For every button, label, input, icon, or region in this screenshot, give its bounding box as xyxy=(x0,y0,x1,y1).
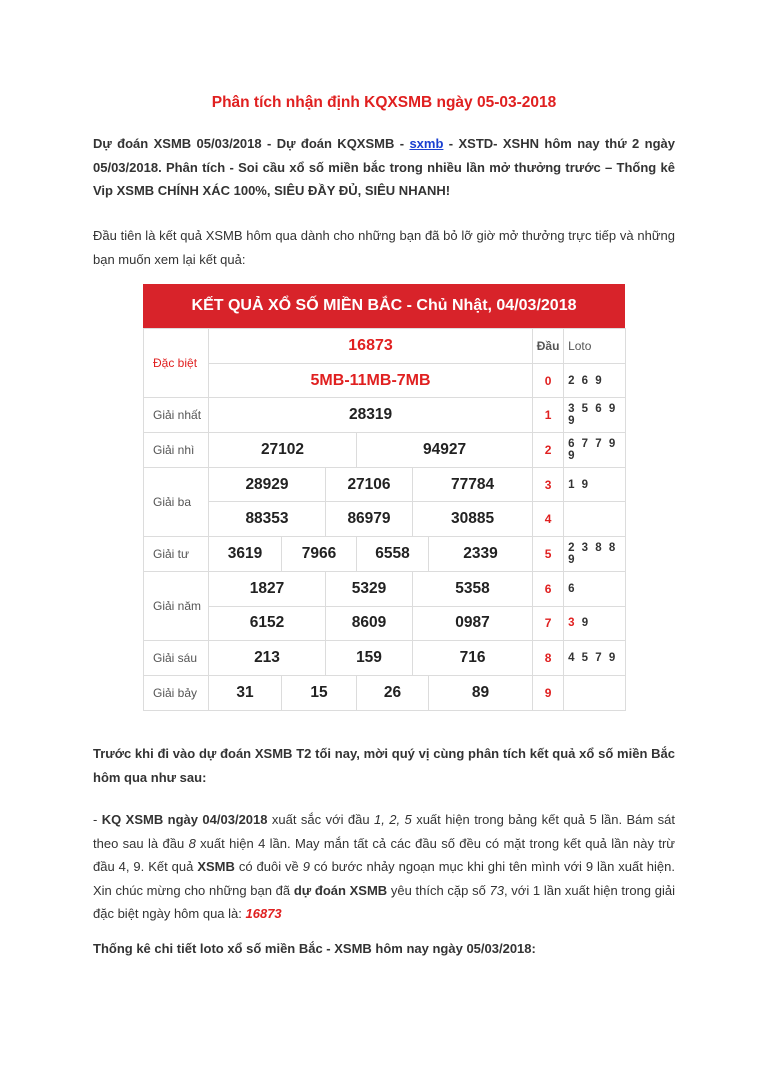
lead-paragraph: Đầu tiên là kết quả XSMB hôm qua dành cho những bạn đã bỏ lỡ giờ mở thưởng trực tiếp và những bạn muốn xem lại kết quả: xyxy=(93,228,675,267)
row-g2 xyxy=(144,433,626,468)
g4-number: 6558 xyxy=(357,537,429,572)
dau-cell: 1 xyxy=(533,398,564,433)
row-g5b xyxy=(144,606,626,641)
analysis-paragraph xyxy=(93,808,675,926)
g5-number: 5329 xyxy=(326,571,413,606)
dau-cell: 4 xyxy=(533,502,564,537)
dau-cell: 7 xyxy=(533,606,564,641)
loto-cell: 3 5 6 9 9 xyxy=(564,398,626,433)
analysis-i2: 8 xyxy=(188,835,196,851)
row-g6 xyxy=(144,641,626,676)
analysis-d: xuất hiện trong bảng kết quả 5 lần. Bám sát theo sau là đầu xyxy=(93,812,675,851)
analysis-c: xuất sắc với đầu xyxy=(267,812,375,827)
g5-number: 1827 xyxy=(209,571,326,606)
dau-cell: 2 xyxy=(533,433,564,468)
row-g5a xyxy=(144,571,626,606)
g4-number: 3619 xyxy=(209,537,282,572)
g3-number: 30885 xyxy=(413,502,533,537)
label-g3: Giải ba xyxy=(144,467,209,536)
analysis-f: có đuôi về xyxy=(234,859,303,874)
dau-cell: 3 xyxy=(533,467,564,502)
analysis-i4: 73 xyxy=(489,882,504,898)
analysis-h: yêu thích cặp số xyxy=(387,882,490,898)
loto-cell: 4 5 7 9 xyxy=(564,641,626,676)
row-g1 xyxy=(144,398,626,433)
loto-cell: 1 9 xyxy=(564,467,626,502)
g3-number: 28929 xyxy=(209,467,326,502)
analysis-e: xuất hiện 4 lần. May mắn tất cả các đầu số đều có mặt trong kết quả lần này trừ đầu 4, 9. Kết quả xyxy=(93,835,675,874)
analysis-k: , với 1 lần xuất hiện trong giải đặc biệt ngày hôm qua là: xyxy=(93,882,675,921)
g5-number: 6152 xyxy=(209,606,326,641)
dau-cell: 8 xyxy=(533,641,564,676)
dau-cell: 0 xyxy=(533,363,564,398)
dau-cell: 6 xyxy=(533,571,564,606)
label-g1: Giải nhất xyxy=(144,398,209,433)
row-g3a xyxy=(144,467,626,502)
row-db-code xyxy=(144,363,626,398)
intro-paragraph xyxy=(93,132,675,203)
loto-cell xyxy=(564,606,626,641)
g7-number: 26 xyxy=(357,675,429,710)
result-grid xyxy=(143,328,626,711)
g3-number: 88353 xyxy=(209,502,326,537)
analysis-i3: 9 xyxy=(302,859,310,874)
g1-number: 28319 xyxy=(209,398,533,433)
intro-text-a: Dự đoán XSMB 05/03/2018 - Dự đoán KQXSMB - xyxy=(93,136,410,151)
g5-number: 0987 xyxy=(413,606,533,641)
g6-number: 159 xyxy=(326,641,413,676)
special-prize-highlight: 16873 xyxy=(245,906,282,921)
g7-number: 31 xyxy=(209,675,282,710)
db-number: 16873 xyxy=(209,329,533,364)
label-g4: Giải tư xyxy=(144,537,209,572)
analysis-heading: Trước khi đi vào dự đoán XSMB T2 tối nay, mời quý vị cùng phân tích kết quả xổ số miền Bắc hôm qua như sau: xyxy=(93,746,675,785)
loto-cell xyxy=(564,675,626,710)
g7-number: 15 xyxy=(282,675,357,710)
analysis-g: có bước nhảy ngoạn mục khi ghi tên mình với 9 lần xuất hiện. Xin chúc mừng cho những bạn đã xyxy=(93,859,675,898)
g3-number: 86979 xyxy=(326,502,413,537)
loto-cell: 6 xyxy=(564,571,626,606)
g4-number: 7966 xyxy=(282,537,357,572)
label-db: Đặc biệt xyxy=(144,329,209,398)
g5-number: 8609 xyxy=(326,606,413,641)
label-g7: Giải bảy xyxy=(144,675,209,710)
g2-number: 27102 xyxy=(209,433,357,468)
dau-cell: 5 xyxy=(533,537,564,572)
lottery-result-table xyxy=(143,284,625,722)
loto-red-digit: 3 xyxy=(568,617,577,630)
row-g4 xyxy=(144,537,626,572)
analysis-a: - xyxy=(93,812,102,827)
g2-number: 94927 xyxy=(357,433,533,468)
g4-number: 2339 xyxy=(429,537,533,572)
db-code: 5MB-11MB-7MB xyxy=(209,363,533,398)
loto-digit: 9 xyxy=(581,617,591,630)
analysis-i1: 1, 2, 5 xyxy=(374,812,412,827)
stats-heading: Thống kê chi tiết loto xổ số miền Bắc - XSMB hôm nay ngày 05/03/2018: xyxy=(93,941,536,956)
label-g5: Giải năm xyxy=(144,571,209,640)
label-g6: Giải sáu xyxy=(144,641,209,676)
g3-number: 77784 xyxy=(413,467,533,502)
page-title: Phân tích nhận định KQXSMB ngày 05-03-2018 xyxy=(211,94,557,111)
loto-cell: 2 3 8 8 9 xyxy=(564,537,626,572)
dau-header: Đầu xyxy=(533,329,564,364)
row-g3b xyxy=(144,502,626,537)
loto-cell: 2 6 9 xyxy=(564,363,626,398)
analysis-b3: dự đoán XSMB xyxy=(293,882,388,898)
g7-number: 89 xyxy=(429,675,533,710)
row-db xyxy=(144,329,626,364)
result-header: KẾT QUẢ XỔ SỐ MIỀN BẮC - Chủ Nhật, 04/03/2018 xyxy=(143,284,625,328)
g3-number: 27106 xyxy=(326,467,413,502)
loto-header: Loto xyxy=(564,329,626,364)
sxmb-link[interactable]: sxmb xyxy=(409,136,444,151)
g6-number: 213 xyxy=(209,641,326,676)
row-g7 xyxy=(144,675,626,710)
intro-text-b: - XSTD- XSHN hôm nay thứ 2 ngày 05/03/2018. Phân tích - Soi cầu xổ số miền bắc trong nhiều lần mở thưởng trước – Thống kê Vip XSMB CHÍNH XÁC 100%, SIÊU ĐẦY ĐỦ, SIÊU NHANH! xyxy=(93,136,675,198)
dau-cell: 9 xyxy=(533,675,564,710)
loto-cell: 6 7 7 9 9 xyxy=(564,433,626,468)
g6-number: 716 xyxy=(413,641,533,676)
g5-number: 5358 xyxy=(413,571,533,606)
loto-cell xyxy=(564,502,626,537)
label-g2: Giải nhì xyxy=(144,433,209,468)
analysis-b1: KQ XSMB ngày 04/03/2018 xyxy=(101,812,268,827)
analysis-b2: XSMB xyxy=(197,859,235,874)
